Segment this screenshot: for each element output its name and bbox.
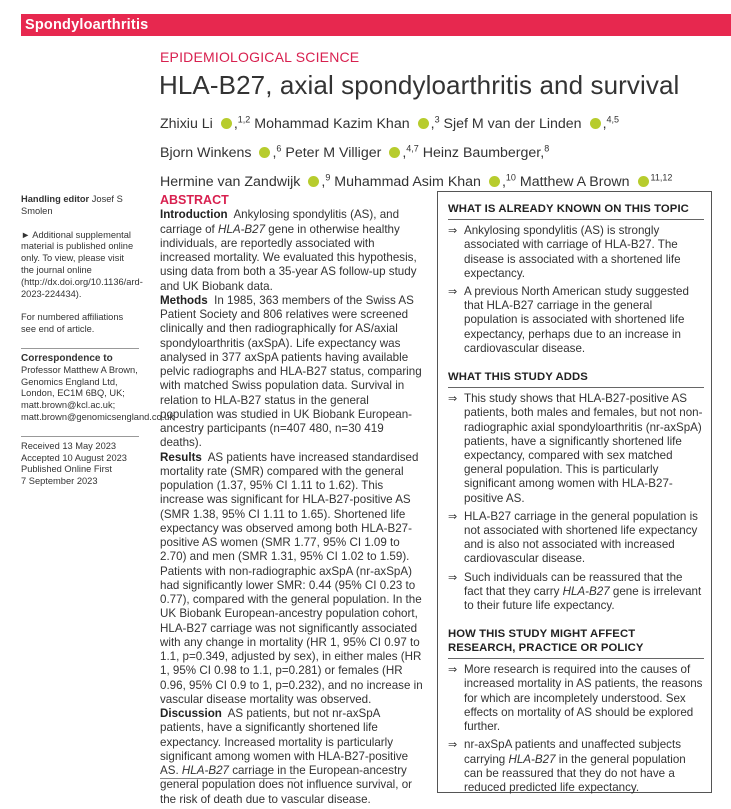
author: Zhixiu Li ,$^{1,2}$ xyxy=(160,114,251,132)
known-section xyxy=(448,202,704,356)
orcid-icon[interactable] xyxy=(638,176,649,187)
abstract-discussion: Discussion AS patients, but not nr-axSpA patients, have a significantly shortened life expectancy. Increased mortality is particularly significant among women with HLA-B27-positive AS. HLA-B27 carriage in the European-ancestry general population does not influence survival, or the risk of death due to vascular disease. xyxy=(160,707,413,806)
orcid-icon[interactable] xyxy=(221,118,232,129)
arrow-icon: ⇒ xyxy=(448,393,458,406)
orcid-icon[interactable] xyxy=(418,118,429,129)
arrow-icon: ⇒ xyxy=(448,286,458,299)
adds-heading: WHAT THIS STUDY ADDS xyxy=(448,370,704,388)
list-item: ⇒ Ankylosing spondylitis (AS) is strongly associated with carriage of HLA-B27. The disease is associated with a shortened life expectancy. xyxy=(448,224,681,280)
dates: Received 13 May 2023 Accepted 10 August 2023 Published Online First 7 September 2023 xyxy=(21,440,127,487)
adds-section xyxy=(448,370,704,613)
handling-editor: Handling editor Josef S Smolen xyxy=(21,194,123,216)
list-item: ⇒ More research is required into the causes of increased mortality in AS patients, the reasons for which are incompletely understood. Sex effects on mortality of AS should be explored further. xyxy=(448,663,703,734)
list-item: ⇒ A previous North American study suggested that HLA-B27 carriage in the general population is associated with shortened life expectancy, perhaps due to an increase in cardiovascular disease. xyxy=(448,285,689,355)
orcid-icon[interactable] xyxy=(308,176,319,187)
author: Bjorn Winkens ,$^6$ xyxy=(160,143,282,161)
divider xyxy=(160,778,296,779)
author: Muhammad Asim Khan ,$^{10}$ xyxy=(334,172,516,190)
abstract xyxy=(160,193,423,807)
journal-section-banner xyxy=(21,14,731,36)
divider xyxy=(21,348,139,349)
affect-section xyxy=(448,627,704,795)
affect-heading: HOW THIS STUDY MIGHT AFFECT RESEARCH, PRACTICE OR POLICY xyxy=(448,627,704,659)
arrow-icon: ⇒ xyxy=(448,664,458,677)
author: Heinz Baumberger,$^8$ xyxy=(422,143,550,161)
author: Sjef M van der Linden ,$^{4,5}$ xyxy=(443,114,620,132)
arrow-icon: ⇒ xyxy=(448,225,458,238)
key-messages-box xyxy=(437,191,712,793)
journal-section-label: Spondyloarthritis xyxy=(25,17,149,33)
author: Mohammad Kazim Khan ,$^3$ xyxy=(254,114,440,132)
supplemental-note[interactable]: ► Additional supplemental material is published online only. To view, please visit the journal online (http://dx.doi.org/10.1136/ard-2023-224434). xyxy=(21,229,143,299)
abstract-heading: ABSTRACT xyxy=(160,193,229,207)
list-item: ⇒ Such individuals can be reassured that the fact that they carry HLA-B27 gene is irrelevant to their future life expectancy. xyxy=(448,570,702,613)
list-item: ⇒ This study shows that HLA-B27-positive AS patients, both males and females, but not non-radiographic axial spondyloarthritis (nr-axSpA) patients, have a significantly shortened life expectancy, compared with sex matched general population. This is particularly significant among women with HLA-B27-positive AS. xyxy=(448,392,703,505)
arrow-icon: ⇒ xyxy=(448,571,458,584)
correspondence-body[interactable]: Professor Matthew A Brown, Genomics England Ltd, London, EC1M 6BQ, UK; matt.brown@kcl.ac.uk; matt.brown@genomicsengland.co.uk xyxy=(21,364,175,422)
author-list xyxy=(160,107,720,194)
orcid-icon[interactable] xyxy=(489,176,500,187)
author: Peter M Villiger ,$^{4,7}$ xyxy=(285,143,419,161)
list-item: ⇒ HLA-B27 carriage in the general population is not associated with shortened life expectancy and is also not associated with increased cardiovascular disease. xyxy=(448,509,698,566)
author: Matthew A Brown $^{11,12}$ xyxy=(519,172,673,190)
divider xyxy=(21,436,139,437)
arrow-icon: ⇒ xyxy=(448,510,458,523)
abstract-results: Results AS patients have increased standardised mortality rate (SMR) compared with the general population (1.37, 95% CI 1.11 to 1.62). This increase was significant for HLA-B27-positive AS (SMR 1.38, 95% CI 1.11 to 1.65). Shortened life expectancy was observed among both HLA-B27-positive AS women (SMR 1.77, 95% CI 1.09 to 2.70) and men (SMR 1.31, 95% CI 1.02 to 1.59). Patients with non-radiographic axSpA (nr-axSpA) had significantly lower SMR: 0.44 (95% CI 0.23 to 0.77), compared with the general population. In the UK Biobank European-ancestry population cohort, HLA-B27 carriage was not significantly associated with any change in mortality (HR 1, 95% CI 0.97 to 1.1, p=0.349, adjusted by sex), in either males (HR 1, 95% CI 0.98 to 1.1, p=0.281) or females (HR 0.96, 95% CI 0.9 to 1, p=0.232), and no increase in vascular disease mortality was observed. xyxy=(160,450,423,706)
abstract-introduction: Introduction Ankylosing spondylitis (AS), and carriage of HLA-B27 gene in otherwise healthy individuals, are reportedly associated with increased mortality. We evaluated this hypothesis, using data from both a 35-year AS follow-up study and UK Biobank data. xyxy=(160,208,417,293)
affiliations-note: For numbered affiliations see end of article. xyxy=(21,312,124,335)
article-category: EPIDEMIOLOGICAL SCIENCE xyxy=(160,49,360,65)
orcid-icon[interactable] xyxy=(590,118,601,129)
article-title: HLA-B27, axial spondyloarthritis and survival xyxy=(159,70,680,100)
arrow-icon: ⇒ xyxy=(448,739,458,752)
correspondence-title: Correspondence to xyxy=(21,352,113,364)
article-sidebar xyxy=(21,194,175,500)
list-item: ⇒ nr-axSpA patients and unaffected subjects carrying HLA-B27 in the general population can be reassured that they do not have a reduced predicted life expectancy. xyxy=(448,738,686,794)
abstract-methods: Methods In 1985, 363 members of the Swiss AS Patient Society and 806 relatives were screened clinically and then radiographically for AS/axial spondyloarthritis (axSpA). Life expectancy was analysed in 377 axSpA patients having available pelvic radiographs and HLA-B27 status, comparing with matched Swiss population data. Survival in relation to HLA-B27 status in the general population was studied in UK Biobank European-ancestry participants (n=407 480, n=30 419 deaths). xyxy=(160,293,422,450)
correspondence xyxy=(21,352,175,424)
known-heading: WHAT IS ALREADY KNOWN ON THIS TOPIC xyxy=(448,202,704,220)
author: Hermine van Zandwijk ,$^9$ xyxy=(160,172,331,190)
orcid-icon[interactable] xyxy=(389,147,400,158)
orcid-icon[interactable] xyxy=(259,147,270,158)
